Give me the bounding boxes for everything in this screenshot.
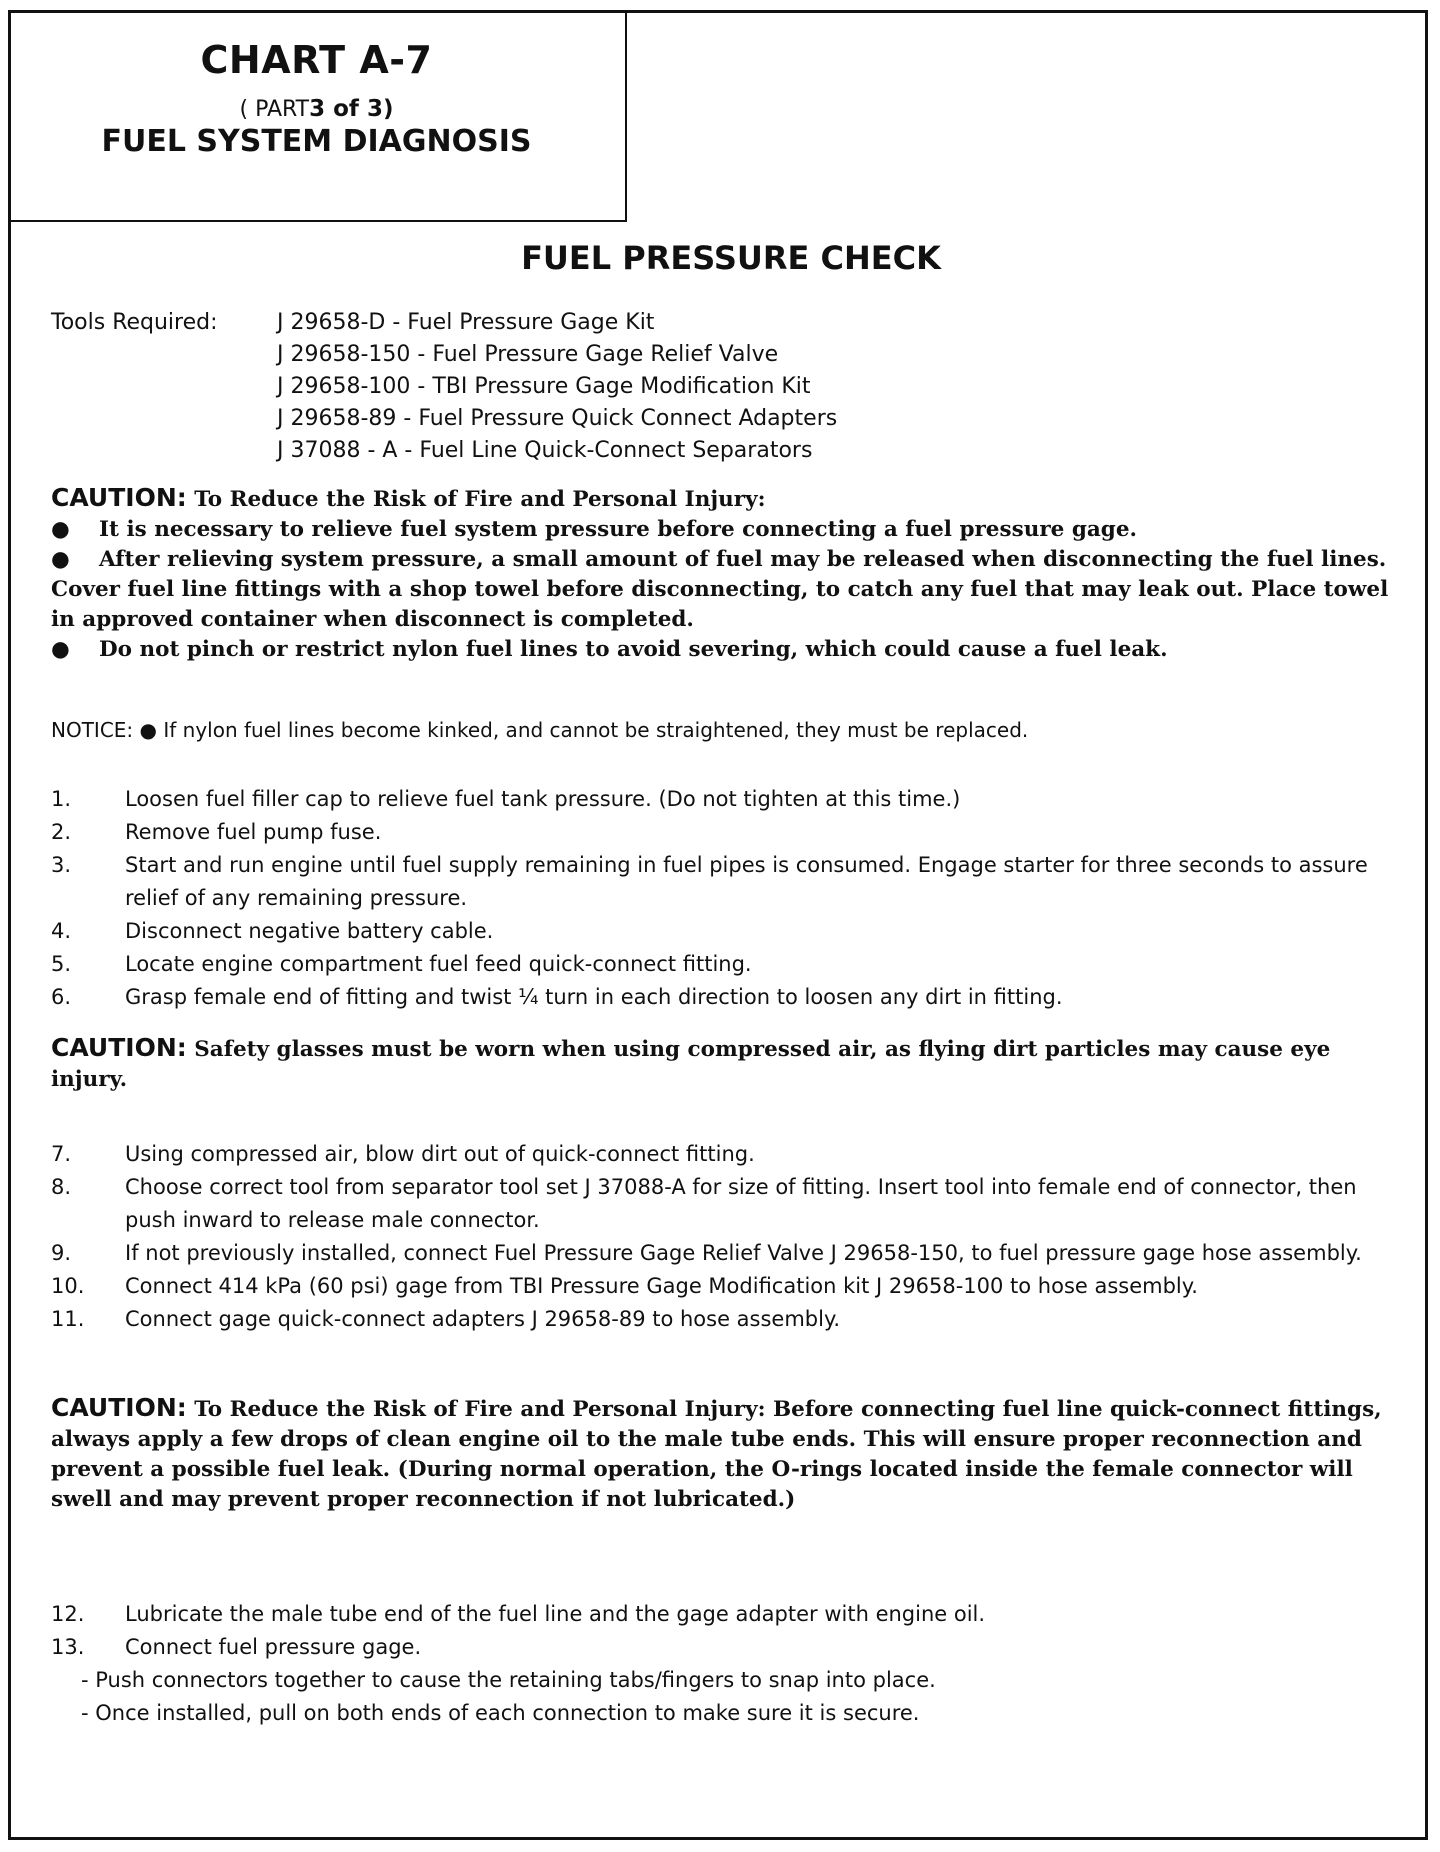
chart-title-box	[8, 10, 627, 222]
list-item: 2. Remove fuel pump fuse.	[51, 820, 382, 844]
list-item: 13. Connect fuel pressure gage.	[51, 1635, 422, 1659]
tool-item: J 37088 - A - Fuel Line Quick-Connect Separators	[277, 438, 813, 463]
caution-bullet-text: Do not pinch or restrict nylon fuel lines to avoid severing, which could cause a fuel leak.	[99, 637, 1168, 662]
bullet-icon: ●	[51, 637, 70, 662]
list-item: 9. If not previously installed, connect Fuel Pressure Gage Relief Valve J 29658-150, to fuel pressure gage hose assembly.	[51, 1241, 1362, 1265]
notice-text: ● If nylon fuel lines become kinked, and cannot be straightened, they must be replaced.	[139, 718, 1029, 742]
caution-block-reconnect	[51, 1393, 1403, 1515]
part-prefix: ( PART	[239, 97, 310, 122]
caution-text: Safety glasses must be worn when using compressed air, as flying dirt particles may cause eye injury.	[51, 1037, 1331, 1092]
part-number: 3 of 3)	[309, 96, 394, 122]
bullet-icon: ●	[51, 547, 70, 572]
bullet-icon: ●	[51, 517, 70, 542]
tools-label: Tools Required:	[51, 310, 218, 335]
notice-block	[51, 718, 1403, 742]
chart-title: CHART A-7	[200, 38, 433, 82]
steps-list-a	[51, 783, 1403, 1014]
tool-item: J 29658-89 - Fuel Pressure Quick Connect Adapters	[277, 406, 838, 431]
steps-list-c	[51, 1598, 1403, 1730]
list-item: 6. Grasp female end of fitting and twist ¼ turn in each direction to loosen any dirt in fitting.	[51, 985, 1063, 1009]
diagnosis-title: FUEL SYSTEM DIAGNOSIS	[101, 124, 532, 159]
sub-step: - Once installed, pull on both ends of each connection to make sure it is secure.	[81, 1701, 920, 1725]
part-indicator	[8, 96, 625, 122]
caution-heading: To Reduce the Risk of Fire and Personal Injury:	[194, 487, 766, 512]
list-item: 8. Choose correct tool from separator tool set J 37088-A for size of fitting. Insert tool into female end of connector, then push inward to release male connector.	[51, 1175, 1357, 1232]
list-item: 7. Using compressed air, blow dirt out of quick-connect fitting.	[51, 1142, 755, 1166]
steps-list-b	[51, 1138, 1403, 1336]
caution-label: CAUTION:	[51, 1393, 187, 1422]
caution-block-glasses	[51, 1033, 1403, 1095]
notice-label: NOTICE:	[51, 718, 134, 742]
tool-item: J 29658-D - Fuel Pressure Gage Kit	[277, 310, 655, 335]
caution-block-fire	[51, 483, 1403, 665]
list-item: 4. Disconnect negative battery cable.	[51, 919, 494, 943]
list-item: 5. Locate engine compartment fuel feed quick-connect fitting.	[51, 952, 752, 976]
section-title: FUEL PRESSURE CHECK	[521, 239, 941, 277]
list-item: 12. Lubricate the male tube end of the fuel line and the gage adapter with engine oil.	[51, 1602, 986, 1626]
list-item: 11. Connect gage quick-connect adapters J 29658-89 to hose assembly.	[51, 1307, 841, 1331]
tool-item: J 29658-100 - TBI Pressure Gage Modification Kit	[277, 374, 811, 399]
caution-text: To Reduce the Risk of Fire and Personal Injury: Before connecting fuel line quick-connect fittings, always apply a few drops of clean engine oil to the male tube ends. This will ensure proper reconnection and prevent a possible fuel leak. (During normal operation, the O-rings located inside the female connector will swell and may prevent proper reconnection if not lubricated.)	[51, 1397, 1382, 1512]
tool-item: J 29658-150 - Fuel Pressure Gage Relief Valve	[277, 342, 779, 367]
caution-label: CAUTION:	[51, 1033, 187, 1062]
list-item: 10. Connect 414 kPa (60 psi) gage from TBI Pressure Gage Modification kit J 29658-100 to hose assembly.	[51, 1274, 1198, 1298]
caution-bullet-text: It is necessary to relieve fuel system pressure before connecting a fuel pressure gage.	[99, 517, 1137, 542]
caution-label: CAUTION:	[51, 483, 187, 512]
tools-list	[277, 307, 837, 467]
document-page	[8, 10, 1428, 1840]
list-item: 1. Loosen fuel filler cap to relieve fuel tank pressure. (Do not tighten at this time.)	[51, 787, 961, 811]
caution-bullet-text: After relieving system pressure, a small amount of fuel may be released when disconnecting the fuel lines. Cover fuel line fittings with a shop towel before disconnecting, to catch any fuel that may leak out. Place towel in approved container when disconnect is completed.	[51, 547, 1389, 632]
list-item: 3. Start and run engine until fuel supply remaining in fuel pipes is consumed. Engage starter for three seconds to assure relief of any remaining pressure.	[51, 853, 1368, 910]
sub-step: - Push connectors together to cause the retaining tabs/fingers to snap into place.	[81, 1668, 936, 1692]
